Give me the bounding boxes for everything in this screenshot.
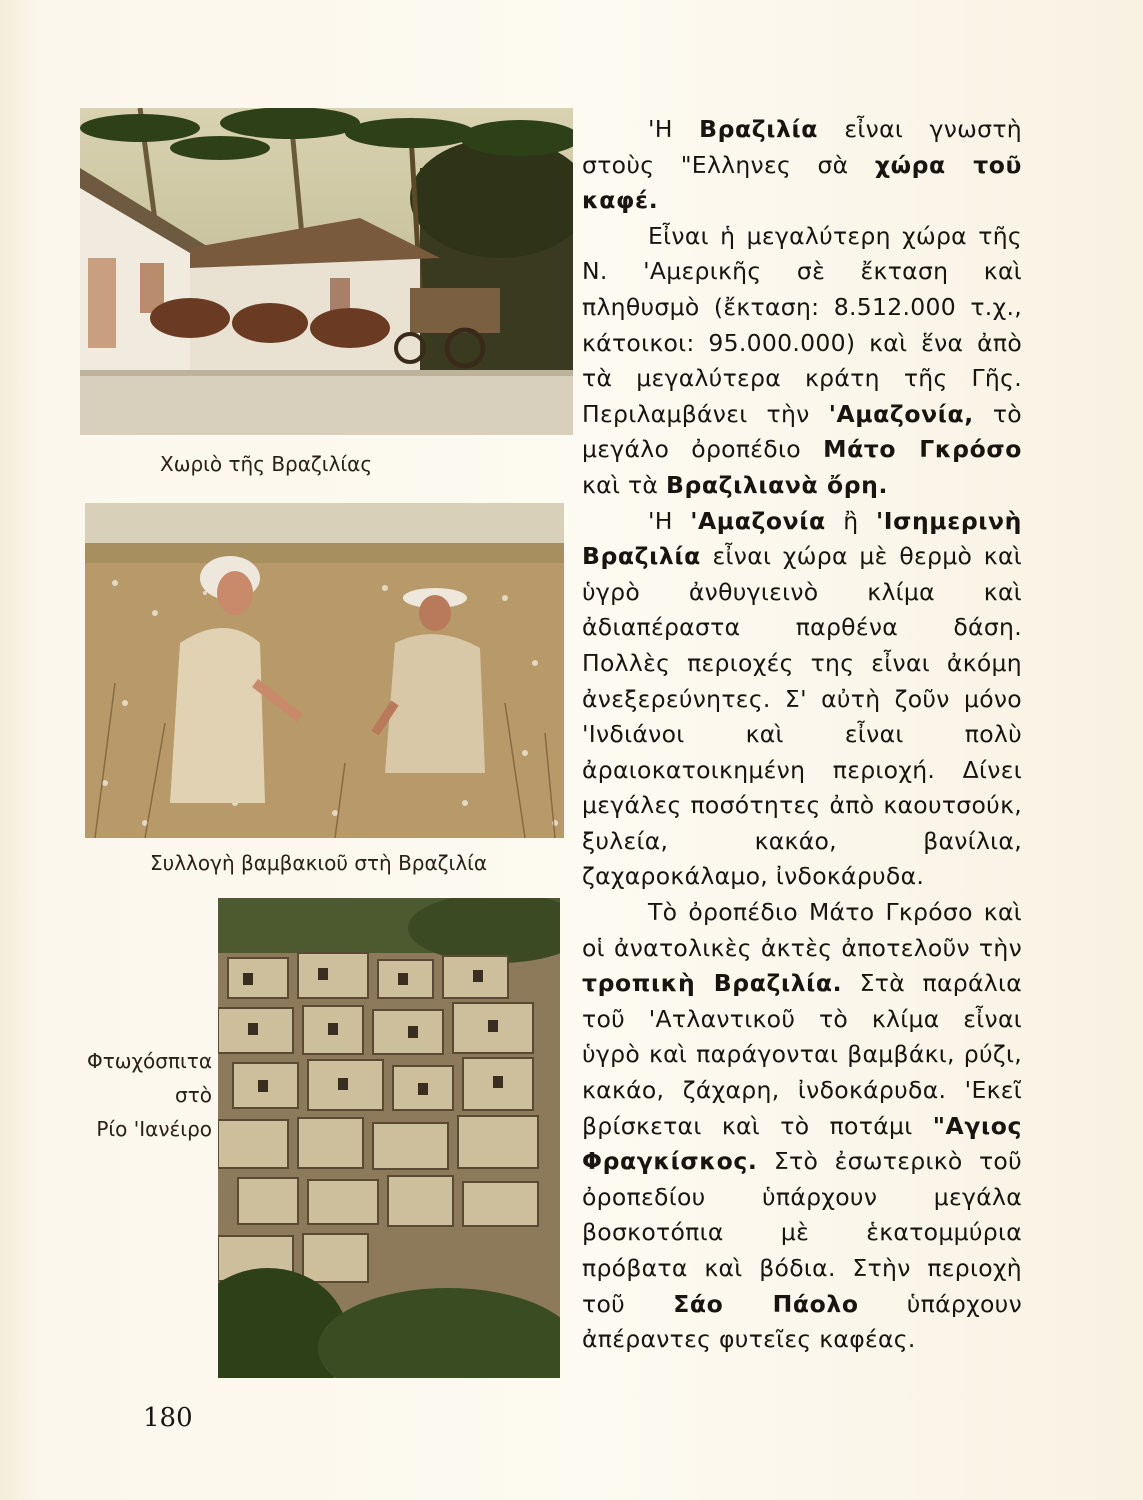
bold-term: 'Αμαζονία,	[828, 399, 974, 428]
text-run: Στὰ παράλια τοῦ 'Ατλαντικοῦ τὸ κλίμα εἶναι ὑγρὸ καὶ παράγονται βαμβάκι, ρύζι, κακάο, ζάχαρη, ἰνδοκάρυδα. 'Εκεῖ βρίσκεται καὶ τὸ ποτάμι	[582, 969, 1022, 1140]
page-number: 180	[143, 1403, 193, 1433]
cotton-caption: Συλλογὴ βαμβακιοῦ στὴ Βραζιλία	[150, 851, 488, 875]
paragraph-tropical-brazil	[582, 895, 1022, 1358]
paragraph-intro	[582, 112, 1022, 219]
text-run: Τὸ ὀροπέδιο Μάτο Γκρόσο καὶ οἱ ἀνατολικὲς ἀκτὲς ἀποτελοῦν τὴν	[582, 898, 1022, 962]
text-run: ὑπάρχουν ἀπέραντες φυτεῖες καφέας.	[582, 1289, 1023, 1354]
village-photo	[80, 108, 573, 435]
text-run: εἶναι χώρα μὲ θερμὸ καὶ ὑγρὸ ἀνθυγιεινὸ κλίμα καὶ ἀδιαπέραστα παρθένα δάση. Πολλὲς περιοχές της εἶναι ἀκόμη ἀνεξερεύνητες. Σ' αὐτὴ ζοῦν μόνο 'Ινδιάνοι καὶ εἶναι πολὺ ἀραιοκατοικημένη περιοχή. Δίνει μεγάλες ποσότητες ἀπὸ καουτσούκ, ξυλεία, κακάο, βανίλια, ζαχαροκάλαμο, ἰνδοκάρυδα.	[582, 542, 1022, 891]
bold-term: χώρα τοῦ καφέ.	[582, 150, 1022, 215]
body-text-column	[582, 112, 1022, 1358]
text-run: εἶναι γνωστὴ στοὺς "Ελληνες σὰ	[582, 115, 1022, 179]
paragraph-amazonia	[582, 504, 1022, 896]
text-run: 'Η	[648, 506, 691, 535]
cotton-photo	[85, 503, 564, 838]
text-run: καὶ τὰ	[582, 470, 666, 499]
bold-term: "Αγιος Φραγκίσκος.	[582, 1111, 1022, 1176]
text-run: 'Η	[648, 115, 700, 143]
bold-term: Σάο Πάολο	[673, 1289, 859, 1318]
bold-term: 'Αμαζονία	[690, 506, 826, 535]
favela-photo	[218, 898, 560, 1378]
bold-term: Βραζιλία	[699, 115, 819, 143]
favela-caption-line: Ρίο 'Ιανέιρο	[96, 1117, 212, 1141]
bold-term: Βραζιλιανὰ ὄρη.	[665, 470, 889, 499]
bold-term: τροπικὴ Βραζιλία.	[582, 969, 843, 998]
paragraph-overview	[582, 219, 1022, 504]
text-run: ἢ	[825, 506, 876, 535]
bold-term: 'Ισημερινὴ Βραζιλία	[582, 506, 1022, 571]
favela-caption	[12, 1044, 212, 1146]
favela-caption-line: Φτωχόσπιτα	[86, 1049, 212, 1073]
text-run: Στὸ ἐσωτερικὸ τοῦ ὀροπεδίου ὑπάρχουν μεγάλα βοσκοτόπια μὲ ἑκατομμύρια πρόβατα καὶ βόδια. Στὴν περιοχὴ τοῦ	[582, 1147, 1022, 1318]
text-run: Εἶναι ἡ μεγαλύτερη χώρα τῆς Ν. 'Αμερικῆς σὲ ἔκταση καὶ πληθυσμὸ (ἔκταση: 8.512.000 τ.χ., κάτοικοι: 95.000.000) καὶ ἕνα ἀπὸ τὰ μεγαλύτερα κράτη τῆς Γῆς. Περιλαμβάνει τὴν	[582, 221, 1022, 428]
text-run: τὸ μεγάλο ὀροπέδιο	[582, 399, 1022, 464]
bold-term: Μάτο Γκρόσο	[823, 435, 1022, 464]
favela-caption-line: στὸ	[175, 1083, 212, 1107]
village-caption: Χωριὸ τῆς Βραζιλίας	[160, 452, 373, 476]
